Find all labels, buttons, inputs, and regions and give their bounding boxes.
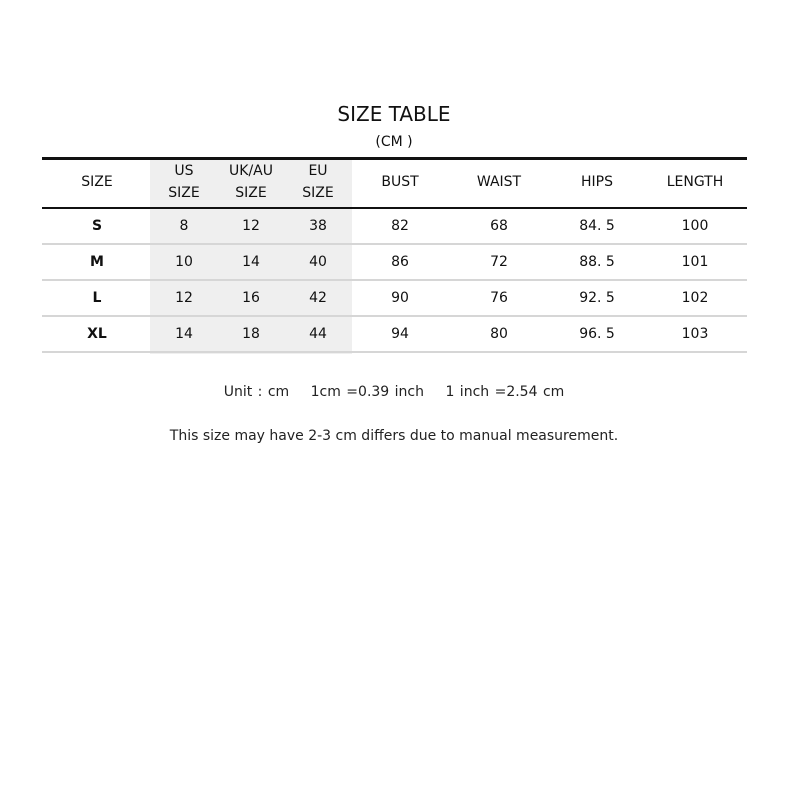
table-header-rule <box>42 207 747 209</box>
header-line: SIZE <box>302 185 334 201</box>
table-cell: 42 <box>309 290 327 306</box>
table-cell: 68 <box>490 218 508 234</box>
table-cell: 14 <box>175 326 193 342</box>
table-cell: 40 <box>309 254 327 270</box>
size-label-cell: XL <box>87 326 107 342</box>
row-divider <box>42 351 747 353</box>
row-divider <box>42 315 747 317</box>
table-cell: 92. 5 <box>579 290 615 306</box>
header-line: SIZE <box>168 185 200 201</box>
header-line: SIZE <box>81 174 113 190</box>
header-cell <box>54 171 140 193</box>
header-line: US <box>174 163 194 179</box>
table-cell: 18 <box>242 326 260 342</box>
header-line: EU <box>308 163 328 179</box>
table-cell: 100 <box>681 218 709 234</box>
size-label-cell: M <box>90 254 104 270</box>
table-cell: 76 <box>490 290 508 306</box>
unit-label: Unit : cm <box>223 384 290 400</box>
table-cell: 103 <box>681 326 709 342</box>
size-label-cell: S <box>91 218 103 234</box>
header-cell <box>357 171 443 193</box>
row-divider <box>42 279 747 281</box>
table-cell: 101 <box>681 254 709 270</box>
cm-to-inch-note: 1cm =0.39 inch <box>310 384 424 400</box>
inch-to-cm-note: 1 inch =2.54 cm <box>445 384 565 400</box>
table-cell: 102 <box>681 290 709 306</box>
table-cell: 8 <box>179 218 189 234</box>
header-line: BUST <box>381 174 419 190</box>
header-line: HIPS <box>581 174 613 190</box>
header-line: UK/AU <box>229 163 273 179</box>
table-cell: 12 <box>242 218 260 234</box>
header-cell <box>652 171 738 193</box>
table-cell: 44 <box>309 326 327 342</box>
table-cell: 88. 5 <box>579 254 615 270</box>
table-cell: 12 <box>175 290 193 306</box>
table-cell: 82 <box>391 218 409 234</box>
table-cell: 16 <box>242 290 260 306</box>
page-subtitle: (CM ) <box>375 134 413 150</box>
table-cell: 90 <box>391 290 409 306</box>
size-label-cell: L <box>92 290 102 306</box>
header-cell <box>275 160 361 204</box>
table-cell: 86 <box>391 254 409 270</box>
table-cell: 94 <box>391 326 409 342</box>
measurement-disclaimer: This size may have 2-3 cm differs due to manual measurement. <box>169 428 619 444</box>
table-cell: 80 <box>490 326 508 342</box>
row-divider <box>42 243 747 245</box>
header-cell <box>554 171 640 193</box>
table-cell: 14 <box>242 254 260 270</box>
unit-note <box>0 384 788 400</box>
header-cell <box>456 171 542 193</box>
table-cell: 96. 5 <box>579 326 615 342</box>
table-cell: 72 <box>490 254 508 270</box>
header-line: LENGTH <box>666 174 724 190</box>
page-title: SIZE TABLE <box>337 102 451 126</box>
table-cell: 38 <box>309 218 327 234</box>
header-line: WAIST <box>476 174 522 190</box>
table-cell: 84. 5 <box>579 218 615 234</box>
header-line: SIZE <box>235 185 267 201</box>
table-cell: 10 <box>175 254 193 270</box>
